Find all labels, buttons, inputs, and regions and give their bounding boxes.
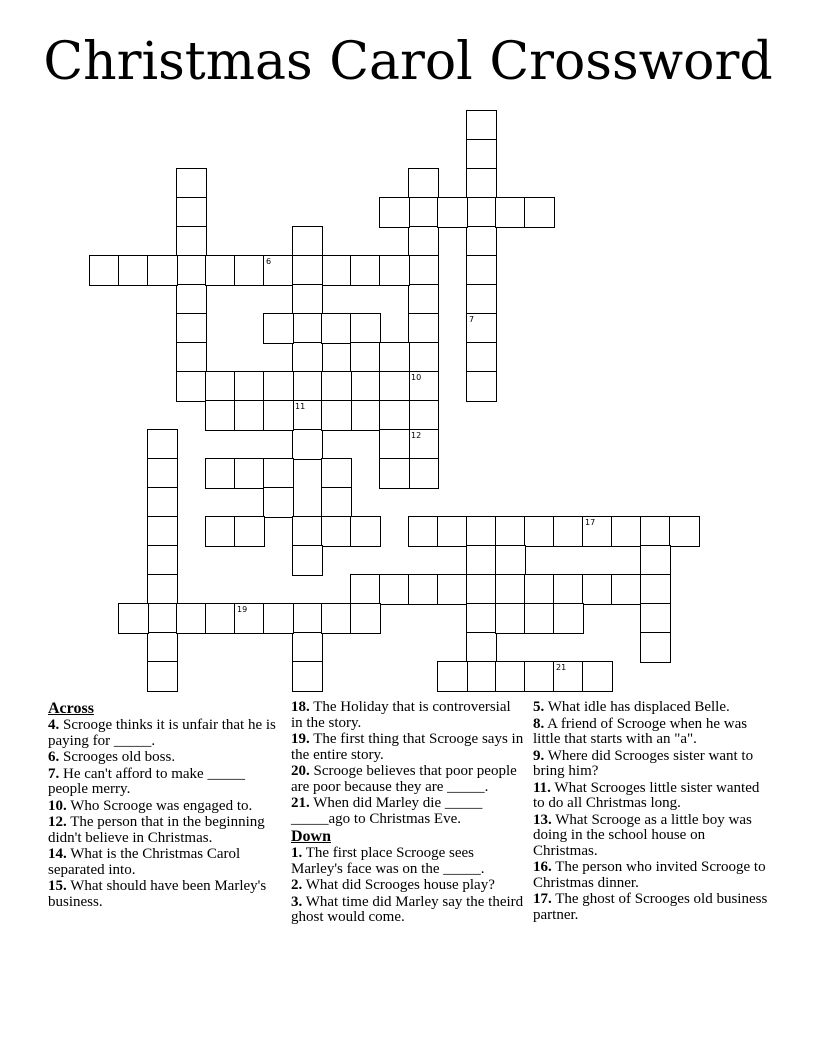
grid-cell[interactable] [466, 371, 497, 402]
clue-number: 2. [291, 877, 303, 893]
grid-cell[interactable] [176, 284, 207, 315]
grid-cell[interactable] [437, 197, 468, 228]
grid-cell[interactable] [408, 168, 439, 199]
grid-cell[interactable] [582, 516, 613, 547]
grid-cell[interactable] [263, 313, 294, 344]
grid-cell[interactable] [408, 255, 439, 286]
grid-cell[interactable] [321, 313, 352, 344]
clue-number: 9. [533, 747, 545, 764]
grid-cell[interactable] [292, 516, 323, 547]
clue-text: The person that in the beginning didn't believe in Christmas. [48, 814, 265, 846]
clue [533, 717, 768, 748]
grid-cell[interactable] [147, 516, 178, 547]
clues-column-3 [533, 700, 768, 924]
clue [48, 847, 283, 878]
grid-cell[interactable] [408, 342, 439, 373]
clue-number: 12 [411, 431, 422, 440]
grid-cell[interactable] [321, 603, 352, 634]
grid-cell[interactable] [292, 603, 323, 634]
grid-cell[interactable] [350, 255, 381, 286]
clue [291, 796, 526, 827]
clue [48, 799, 283, 815]
clue [48, 767, 283, 798]
grid-cell[interactable] [495, 197, 526, 228]
clue-number: 15. [48, 878, 67, 894]
grid-cell[interactable] [321, 400, 352, 431]
grid-cell[interactable] [669, 516, 700, 547]
grid-cell[interactable] [408, 226, 439, 257]
grid-cell[interactable] [147, 545, 178, 576]
grid-cell[interactable] [408, 284, 439, 315]
grid-cell[interactable] [408, 197, 439, 228]
grid-cell[interactable] [466, 139, 497, 170]
grid-cell[interactable] [379, 371, 410, 402]
clue [533, 781, 768, 812]
grid-cell[interactable] [640, 603, 671, 634]
page-title: Christmas Carol Crossword [43, 32, 773, 92]
clue [48, 879, 283, 910]
clue-text: The ghost of Scrooges old business partner. [533, 891, 768, 923]
clue [533, 892, 768, 923]
grid-cell[interactable] [553, 661, 584, 692]
clue [533, 860, 768, 891]
grid-cell[interactable] [263, 458, 294, 489]
grid-cell[interactable] [147, 487, 178, 518]
clue-number: 18. [291, 699, 310, 715]
clue [533, 700, 768, 716]
grid-cell[interactable] [466, 661, 497, 692]
grid-cell[interactable] [379, 197, 410, 228]
grid-cell[interactable] [350, 342, 381, 373]
grid-cell[interactable] [408, 574, 439, 605]
grid-cell[interactable] [263, 603, 294, 634]
grid-cell[interactable] [234, 255, 265, 286]
grid-cell[interactable] [379, 574, 410, 605]
grid-cell[interactable] [553, 603, 584, 634]
clue [291, 846, 526, 877]
grid-cell[interactable] [292, 661, 323, 692]
clues-column-2 [291, 700, 526, 927]
grid-cell[interactable] [176, 255, 207, 286]
clue-text: The Holiday that is controversial in the story. [291, 699, 511, 731]
grid-cell[interactable] [495, 574, 526, 605]
grid-cell[interactable] [466, 632, 497, 663]
clue [291, 878, 526, 894]
clue-number: 6 [266, 257, 272, 266]
grid-cell[interactable] [466, 313, 497, 344]
clue [48, 750, 283, 766]
grid-cell[interactable] [321, 371, 352, 402]
clue [533, 813, 768, 860]
grid-cell[interactable] [524, 603, 555, 634]
grid-cell[interactable] [263, 371, 294, 402]
grid-cell[interactable] [495, 545, 526, 576]
clue-number: 1. [291, 845, 303, 861]
grid-cell[interactable] [640, 516, 671, 547]
grid-cell[interactable] [524, 661, 555, 692]
grid-cell[interactable] [524, 516, 555, 547]
grid-cell[interactable] [176, 342, 207, 373]
grid-cell[interactable] [379, 458, 410, 489]
grid-cell[interactable] [408, 429, 439, 460]
grid-cell[interactable] [437, 574, 468, 605]
grid-cell[interactable] [263, 255, 294, 286]
grid-cell[interactable] [350, 516, 381, 547]
grid-cell[interactable] [640, 574, 671, 605]
grid-cell[interactable] [408, 458, 439, 489]
grid-cell[interactable] [205, 458, 236, 489]
grid-cell[interactable] [292, 400, 323, 431]
grid-cell[interactable] [582, 661, 613, 692]
grid-cell[interactable] [350, 313, 381, 344]
grid-cell[interactable] [466, 255, 497, 286]
clue-number: 20. [291, 763, 310, 779]
grid-cell[interactable] [205, 603, 236, 634]
clue-text: Who Scrooge was engaged to. [66, 797, 253, 814]
clue [48, 815, 283, 846]
clue [533, 749, 768, 780]
grid-cell[interactable] [350, 574, 381, 605]
grid-cell[interactable] [205, 516, 236, 547]
grid-cell[interactable] [234, 516, 265, 547]
grid-cell[interactable] [466, 284, 497, 315]
clue-number: 19 [237, 605, 248, 614]
clue-text: What did Scrooges house play? [302, 877, 495, 893]
grid-cell[interactable] [292, 371, 323, 402]
grid-cell[interactable] [321, 458, 352, 489]
clue-heading: Down [291, 828, 332, 845]
grid-cell[interactable] [553, 574, 584, 605]
clue-heading: Across [48, 700, 94, 717]
grid-cell[interactable] [176, 313, 207, 344]
clue-text: Where did Scrooges sister want to bring him? [533, 747, 754, 779]
grid-cell[interactable] [205, 371, 236, 402]
grid-cell[interactable] [205, 255, 236, 286]
grid-cell[interactable] [495, 603, 526, 634]
grid-cell[interactable] [408, 313, 439, 344]
clue-text: Scrooge believes that poor people are poor because they are _____. [291, 763, 517, 795]
clues-column-1 [48, 700, 283, 911]
clue-number: 7 [469, 315, 475, 324]
grid-cell[interactable] [205, 400, 236, 431]
clue-text: A friend of Scrooge when he was little that starts with an "a". [533, 715, 748, 747]
clue-text: What should have been Marley's business. [48, 878, 267, 910]
grid-cell[interactable] [466, 603, 497, 634]
grid-cell[interactable] [350, 603, 381, 634]
clue-number: 5. [533, 699, 545, 715]
grid-cell[interactable] [611, 574, 642, 605]
grid-cell[interactable] [147, 574, 178, 605]
grid-cell[interactable] [292, 342, 323, 373]
clue-text: The first place Scrooge sees Marley's face was on the _____. [291, 845, 485, 877]
grid-cell[interactable] [350, 400, 381, 431]
clue-text: He can't afford to make _____ people merry. [48, 765, 245, 797]
clue-number: 4. [48, 717, 60, 733]
grid-cell[interactable] [379, 429, 410, 460]
grid-cell[interactable] [176, 603, 207, 634]
grid-cell[interactable] [466, 516, 497, 547]
clue-number: 3. [291, 893, 303, 910]
grid-cell[interactable] [292, 313, 323, 344]
clue-text: The person who invited Scrooge to Christmas dinner. [533, 859, 766, 891]
grid-cell[interactable] [408, 371, 439, 402]
grid-cell[interactable] [524, 197, 555, 228]
grid-cell[interactable] [553, 516, 584, 547]
grid-cell[interactable] [466, 574, 497, 605]
clue-number: 6. [48, 749, 60, 765]
grid-cell[interactable] [582, 574, 613, 605]
grid-cell[interactable] [292, 545, 323, 576]
grid-cell[interactable] [466, 226, 497, 257]
clue [291, 764, 526, 795]
grid-cell[interactable] [176, 226, 207, 257]
grid-cell[interactable] [437, 661, 468, 692]
grid-cell[interactable] [234, 458, 265, 489]
clue-text: What Scrooges little sister wanted to do all Christmas long. [533, 779, 760, 811]
clue-number: 12. [48, 814, 67, 830]
clue-text: What is the Christmas Carol separated into. [48, 846, 241, 878]
grid-cell[interactable] [611, 516, 642, 547]
grid-cell[interactable] [147, 458, 178, 489]
grid-cell[interactable] [147, 632, 178, 663]
grid-cell[interactable] [263, 487, 294, 518]
clue-text: What time did Marley say the theird ghost would come. [291, 893, 524, 925]
clue-text: Scrooge thinks it is unfair that he is paying for _____. [48, 717, 276, 749]
grid-cell[interactable] [321, 487, 352, 518]
clue [291, 700, 526, 731]
grid-cell[interactable] [640, 632, 671, 663]
grid-cell[interactable] [466, 545, 497, 576]
clue-number: 8. [533, 715, 545, 732]
clue-text: The first thing that Scrooge says in the entire story. [291, 731, 524, 763]
clue-text: What Scrooge as a little boy was doing in the school house on Christmas. [533, 811, 752, 859]
grid-cell[interactable] [379, 255, 410, 286]
grid-cell[interactable] [118, 255, 149, 286]
grid-cell[interactable] [350, 371, 381, 402]
grid-cell[interactable] [466, 342, 497, 373]
grid-cell[interactable] [379, 400, 410, 431]
clue-number: 13. [533, 811, 552, 828]
grid-cell[interactable] [408, 400, 439, 431]
clue [291, 732, 526, 763]
grid-cell[interactable] [234, 603, 265, 634]
grid-cell[interactable] [321, 516, 352, 547]
grid-cell[interactable] [292, 226, 323, 257]
grid-cell[interactable] [379, 342, 410, 373]
grid-cell[interactable] [466, 110, 497, 141]
clue-number: 14. [48, 846, 67, 862]
clue-number: 7. [48, 765, 60, 782]
grid-cell[interactable] [89, 255, 120, 286]
clue-number: 17 [585, 518, 596, 527]
grid-cell[interactable] [147, 429, 178, 460]
clue-text: When did Marley die _____ _____ago to Christmas Eve. [291, 795, 483, 827]
clue-number: 21 [556, 663, 567, 672]
grid-cell[interactable] [292, 284, 323, 315]
clue-number: 10. [48, 797, 67, 814]
grid-cell[interactable] [524, 574, 555, 605]
clue-text: Scrooges old boss. [59, 749, 176, 765]
grid-cell[interactable] [263, 400, 294, 431]
grid-cell[interactable] [495, 516, 526, 547]
grid-cell[interactable] [466, 197, 497, 228]
grid-cell[interactable] [147, 603, 178, 634]
grid-cell[interactable] [176, 197, 207, 228]
grid-cell[interactable] [437, 516, 468, 547]
grid-cell[interactable] [640, 545, 671, 576]
clue [48, 718, 283, 749]
grid-cell[interactable] [234, 400, 265, 431]
grid-cell[interactable] [408, 516, 439, 547]
clue-number: 21. [291, 795, 310, 811]
grid-cell[interactable] [147, 661, 178, 692]
clue-number: 16. [533, 859, 552, 875]
clue-text: What idle has displaced Belle. [544, 699, 730, 715]
grid-cell[interactable] [495, 661, 526, 692]
clue-number: 11. [533, 779, 551, 796]
grid-cell[interactable] [118, 603, 149, 634]
grid-cell[interactable] [292, 429, 323, 460]
grid-cell[interactable] [176, 168, 207, 199]
clue-number: 10 [411, 373, 422, 382]
grid-cell[interactable] [292, 255, 323, 286]
grid-cell[interactable] [292, 632, 323, 663]
grid-cell[interactable] [466, 168, 497, 199]
clue [291, 895, 526, 926]
clue-number: 11 [295, 402, 306, 411]
grid-cell[interactable] [176, 371, 207, 402]
grid-cell[interactable] [147, 255, 178, 286]
grid-cell[interactable] [234, 371, 265, 402]
grid-cell[interactable] [321, 255, 352, 286]
clue-number: 17. [533, 891, 552, 907]
clue-number: 19. [291, 731, 310, 747]
